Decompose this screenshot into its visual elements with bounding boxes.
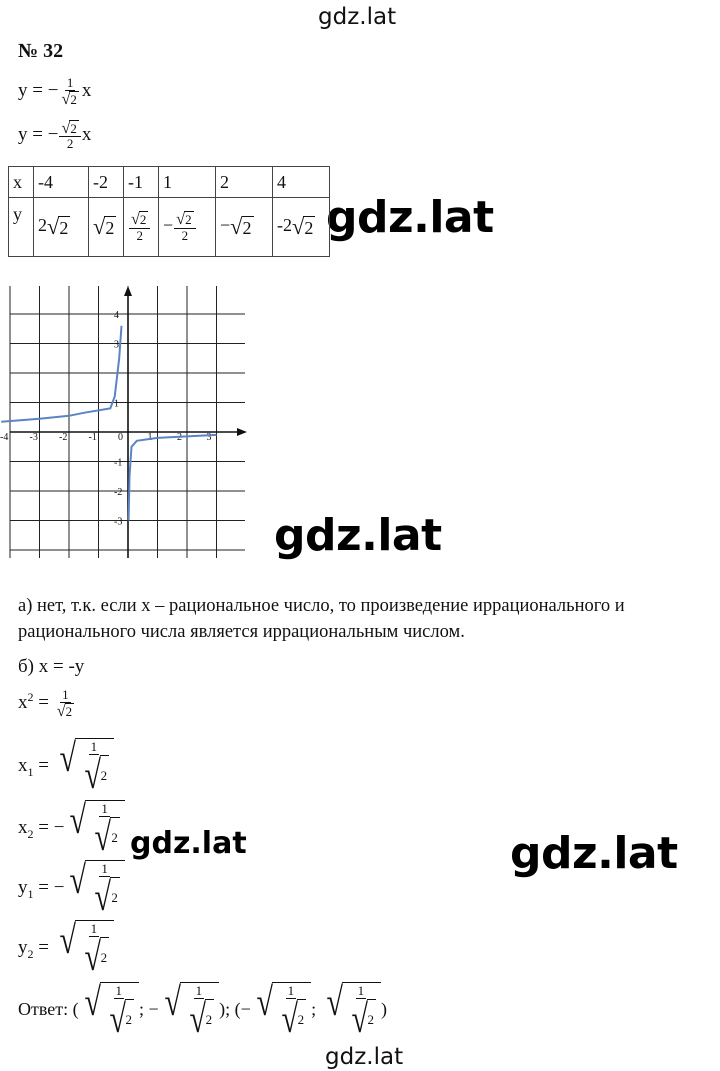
table-cell-y: 2 √ 2 — [34, 198, 89, 257]
equation-2 — [18, 120, 91, 152]
y-axis-arrow — [124, 286, 132, 296]
table-cell-x: -2 — [89, 167, 124, 198]
watermark-table-side: gdz.lat — [326, 192, 494, 243]
equation-2-fraction — [59, 120, 80, 152]
watermark-graph-side: gdz.lat — [274, 510, 442, 561]
y-tick-label: 4 — [114, 310, 119, 321]
x-tick-label: -4 — [0, 432, 9, 443]
table-cell-y: − √ 2 — [216, 198, 273, 257]
watermark-middle-right: gdz.lat — [510, 828, 678, 879]
answer-a-line-2: рационального числа является иррациональным числом. — [18, 622, 465, 642]
x-tick-label: -1 — [88, 432, 97, 443]
problem-number: № 32 — [18, 40, 64, 62]
watermark-bottom: gdz.lat — [325, 1044, 404, 1070]
table-row-x — [9, 167, 330, 198]
equation-1-den: √ 2 — [61, 90, 77, 109]
values-table — [8, 166, 330, 257]
equation-1-var: x — [81, 80, 92, 102]
table-cell-x: 2 — [216, 167, 273, 198]
table-cell-x: -1 — [124, 167, 159, 198]
graph-curve-1 — [1, 326, 121, 422]
equation-2-den: 2 — [66, 136, 74, 152]
x-tick-label: -3 — [29, 432, 38, 443]
table-header-x: x — [9, 167, 34, 198]
table-cell-x: -4 — [34, 167, 89, 198]
equation-1-num: 1 — [66, 75, 74, 90]
table-cell-x: 1 — [159, 167, 216, 198]
equation-1-fraction — [59, 76, 80, 108]
y-tick-label: 3 — [114, 339, 119, 351]
function-graph — [0, 280, 260, 565]
watermark-middle-left: gdz.lat — [130, 826, 247, 861]
answer-b-relation: б) x = -y — [18, 656, 85, 677]
x-tick-label: 3 — [206, 432, 212, 443]
x-tick-label: 0 — [118, 432, 123, 443]
x-tick-label: 1 — [147, 432, 153, 443]
x-tick-label: 2 — [177, 432, 182, 443]
x2-equation: $x_2$ = − √ 1 √ 2 — [18, 800, 125, 857]
table-cell-y: − √ 2 2 — [159, 198, 216, 257]
table-cell-y: -2 √ 2 — [273, 198, 330, 257]
equation-2-var: x — [81, 124, 92, 146]
equation-2-num: √ 2 — [59, 120, 80, 137]
x-tick-label: -2 — [59, 432, 68, 443]
y-tick-label: -1 — [114, 457, 123, 469]
answer-a-line-1: а) нет, т.к. если x – рациональное число, то произведение иррационального и — [18, 596, 625, 616]
table-cell-y: √ 2 — [89, 198, 124, 257]
table-cell-y: √ 2 2 — [124, 198, 159, 257]
equation-2-lhs: y = − — [18, 124, 59, 146]
x1-equation: $x_1$ = √ 1 √ 2 — [18, 738, 114, 795]
table-row-y — [9, 198, 330, 257]
y-tick-label: -3 — [114, 516, 123, 528]
y2-equation: $y_2$ = √ 1 √ 2 — [18, 920, 114, 977]
table-header-y: y — [9, 198, 34, 257]
equation-1-lhs: y = − — [18, 80, 59, 102]
y-tick-label: 1 — [114, 398, 119, 410]
y1-equation: $y_1$ = − √ 1 √ 2 — [18, 860, 125, 917]
graph-curve-2 — [129, 435, 217, 521]
final-answer: Ответ: ( √ 1 √ 2 ; − √ 1 √ 2 ); (− √ 1 √ 2 ; √ 1 √ 2 ) — [18, 979, 388, 1042]
equation-1 — [18, 76, 91, 108]
y-tick-label: -2 — [114, 487, 123, 498]
x-axis-arrow — [237, 428, 247, 436]
x-squared-equation: $x^2$ = 1 √ 2 — [18, 687, 73, 721]
table-cell-x: 4 — [273, 167, 330, 198]
watermark-top: gdz.lat — [318, 4, 397, 30]
